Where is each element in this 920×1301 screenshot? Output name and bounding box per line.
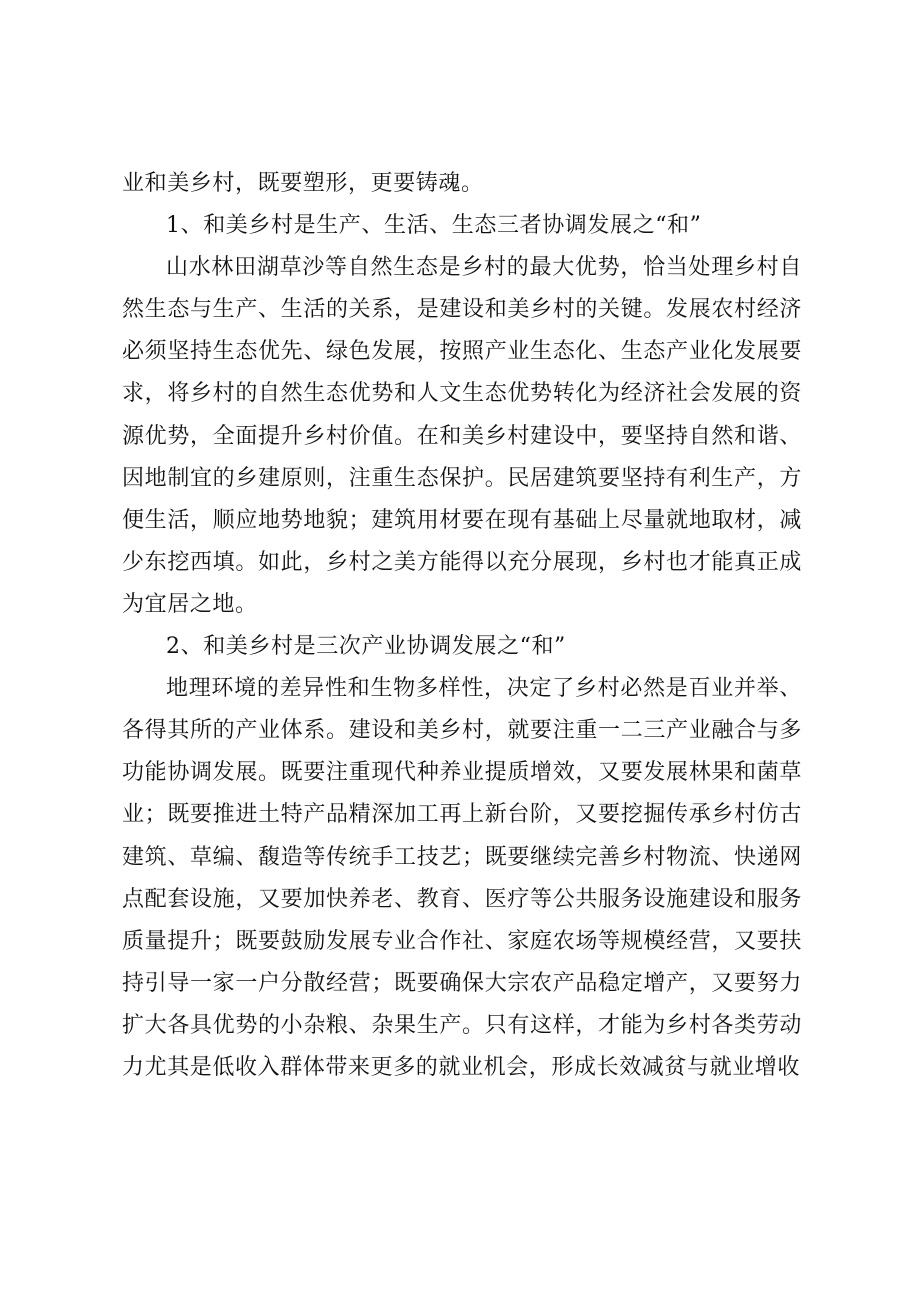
document-body <box>122 163 802 1089</box>
paragraph-2: 地理环境的差异性和生物多样性，决定了乡村必然是百业并举、各得其所的产业体系。建设和美乡村，就要注重一二三产业融合与多功能协调发展。既要注重现代种养业提质增效，又要发展林果和菌草业；既要推进土特产品精深加工再上新台阶，又要挖掘传承乡村仿古建筑、草编、馥造等传统手工技艺；既要继续完善乡村物流、快递网点配套设施，又要加快养老、教育、医疗等公共服务设施建设和服务质量提升；既要鼓励发展专业合作社、家庭农场等规模经营，又要扶持引导一家一户分散经营；既要确保大宗农产品稳定增产，又要努力扩大各具优势的小杂粮、杂果生产。只有这样，才能为乡村各类劳动力尤其是低收入群体带来更多的就业机会，形成长效减贫与就业增收 <box>122 676 802 1080</box>
continuation-line: 业和美乡村，既要塑形，更要铸魂。 <box>122 171 484 196</box>
section-heading-1: 1、和美乡村是生产、生活、生态三者协调发展之“和” <box>166 213 702 239</box>
section-heading-2: 2、和美乡村是三次产业协调发展之“和” <box>166 634 566 660</box>
paragraph-1: 山水林田湖草沙等自然生态是乡村的最大优势，恰当处理乡村自然生态与生产、生活的关系，是建设和美乡村的关键。发展农村经济必须坚持生态优先、绿色发展，按照产业生态化、生态产业化发展要求，将乡村的自然生态优势和人文生态优势转化为经济社会发展的资源优势，全面提升乡村价值。在和美乡村建设中，要坚持自然和谐、因地制宜的乡建原则，注重生态保护。民居建筑要坚持有利生产，方便生活，顺应地势地貌；建筑用材要在现有基础上尽量就地取材，减少东挖西填。如此，乡村之美方能得以充分展现，乡村也才能真正成为宜居之地。 <box>122 255 802 617</box>
